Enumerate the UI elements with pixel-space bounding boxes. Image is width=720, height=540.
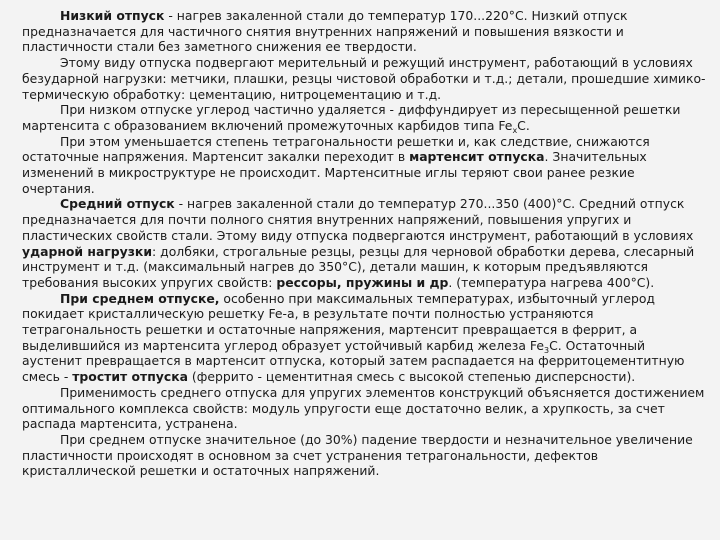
paragraph-carbon-diffusion bbox=[22, 102, 706, 133]
paragraph-text: При среднем отпуске значительное (до 30%) падение твердости и незначительное увеличение пластичности происходят в основном за счет устранения тетрагональности, дефектов кристаллической решетки и остаточных напряжений. bbox=[22, 431, 693, 479]
term-tempered-martensite: мартенсит отпуска bbox=[409, 149, 545, 165]
paragraph-text: - нагрев закаленной стали до температур 270...350 (400)°С. Средний отпуск предназначается для почти полного снятия внутренних напряжений, повышения упругих и пластических свойств стали. Этому виду отпуска подвергаются инструмент, работающий в условиях bbox=[22, 196, 694, 243]
paragraph-medium-tempering-process bbox=[22, 291, 706, 385]
term-springs: рессоры, пружины и др bbox=[276, 274, 449, 290]
paragraph-hardness-drop bbox=[22, 432, 706, 479]
term-medium-tempering: Средний отпуск bbox=[60, 196, 175, 212]
paragraph-text: Применимость среднего отпуска для упругих элементов конструкций объясняется достижением оптимального комплекса свойств: модуль упругости еще достаточно велик, а хрупкость, за счет распада мартенсита, устранена. bbox=[22, 384, 705, 432]
paragraph-text: Этому виду отпуска подвергают мерительный и режущий инструмент, работающий в условиях безударной нагрузки: метчики, плашки, резцы чистовой обработки и т.д.; детали, прошедшие химико-термическую обработку: цементацию, нитроцементацию и т.д. bbox=[22, 55, 706, 102]
paragraph-applicability bbox=[22, 385, 706, 432]
paragraph-text: С. Остаточный аустенит превращается в мартенсит отпуска, который затем распадается на ферритоцементитную смесь - bbox=[22, 337, 685, 385]
term-at-medium-tempering: При среднем отпуске, bbox=[60, 290, 220, 306]
paragraph-text: При низком отпуске углерод частично удаляется - диффундирует из пересыщенной решетки мартенсита с образованием включений промежуточных карбидов типа Fe bbox=[22, 102, 681, 133]
paragraph-text: C. bbox=[517, 117, 530, 133]
paragraph-text: . Значительных изменений в микроструктуре не происходит. Мартенситные иглы теряют свои ранее резкие очертания. bbox=[22, 149, 647, 196]
paragraph-medium-tempering bbox=[22, 196, 706, 290]
document-body bbox=[22, 8, 706, 479]
paragraph-text: особенно при максимальных температурах, избыточный углерод покидает кристаллическую решетку Fe-a, в результате почти полностью устраняются тетрагональность решетки и остаточные напряжения, мартенсит превращается в феррит, а выделившийся из мартенсита углерод образует устойчивый карбид железа Fe bbox=[22, 290, 655, 353]
paragraph-text: При этом уменьшается степень тетрагональности решетки и, как следствие, снижаются остаточные напряжения. Мартенсит закалки переходит в bbox=[22, 133, 650, 165]
term-low-tempering: Низкий отпуск bbox=[60, 8, 165, 23]
paragraph-text: : долбяки, строгальные резцы, резцы для черновой обработки дерева, слесарный инструмент и т.д. (максимальный нагрев до 350°С), детали машин, к которым предъявляются требования высоких упругих свойств: bbox=[22, 243, 695, 290]
paragraph-text: (феррито - цементитная смесь с высокой степенью дисперсности). bbox=[187, 369, 636, 385]
paragraph-text: . (температура нагрева 400°С). bbox=[448, 274, 655, 290]
subscript-3: 3 bbox=[543, 345, 550, 355]
paragraph-low-tempering bbox=[22, 8, 706, 55]
subscript-x: x bbox=[512, 125, 518, 135]
paragraph-tetragonality bbox=[22, 134, 706, 197]
term-impact-load: ударной нагрузки bbox=[22, 243, 153, 259]
paragraph-low-tempering-usage bbox=[22, 55, 706, 102]
paragraph-text: - нагрев закаленной стали до температур 170...220°С. Низкий отпуск предназначается для частичного снятия внутренних напряжений и повышения вязкости и пластичности стали без заметного снижения ее твердости. bbox=[22, 8, 628, 55]
term-tempered-troostite: тростит отпуска bbox=[72, 369, 188, 385]
